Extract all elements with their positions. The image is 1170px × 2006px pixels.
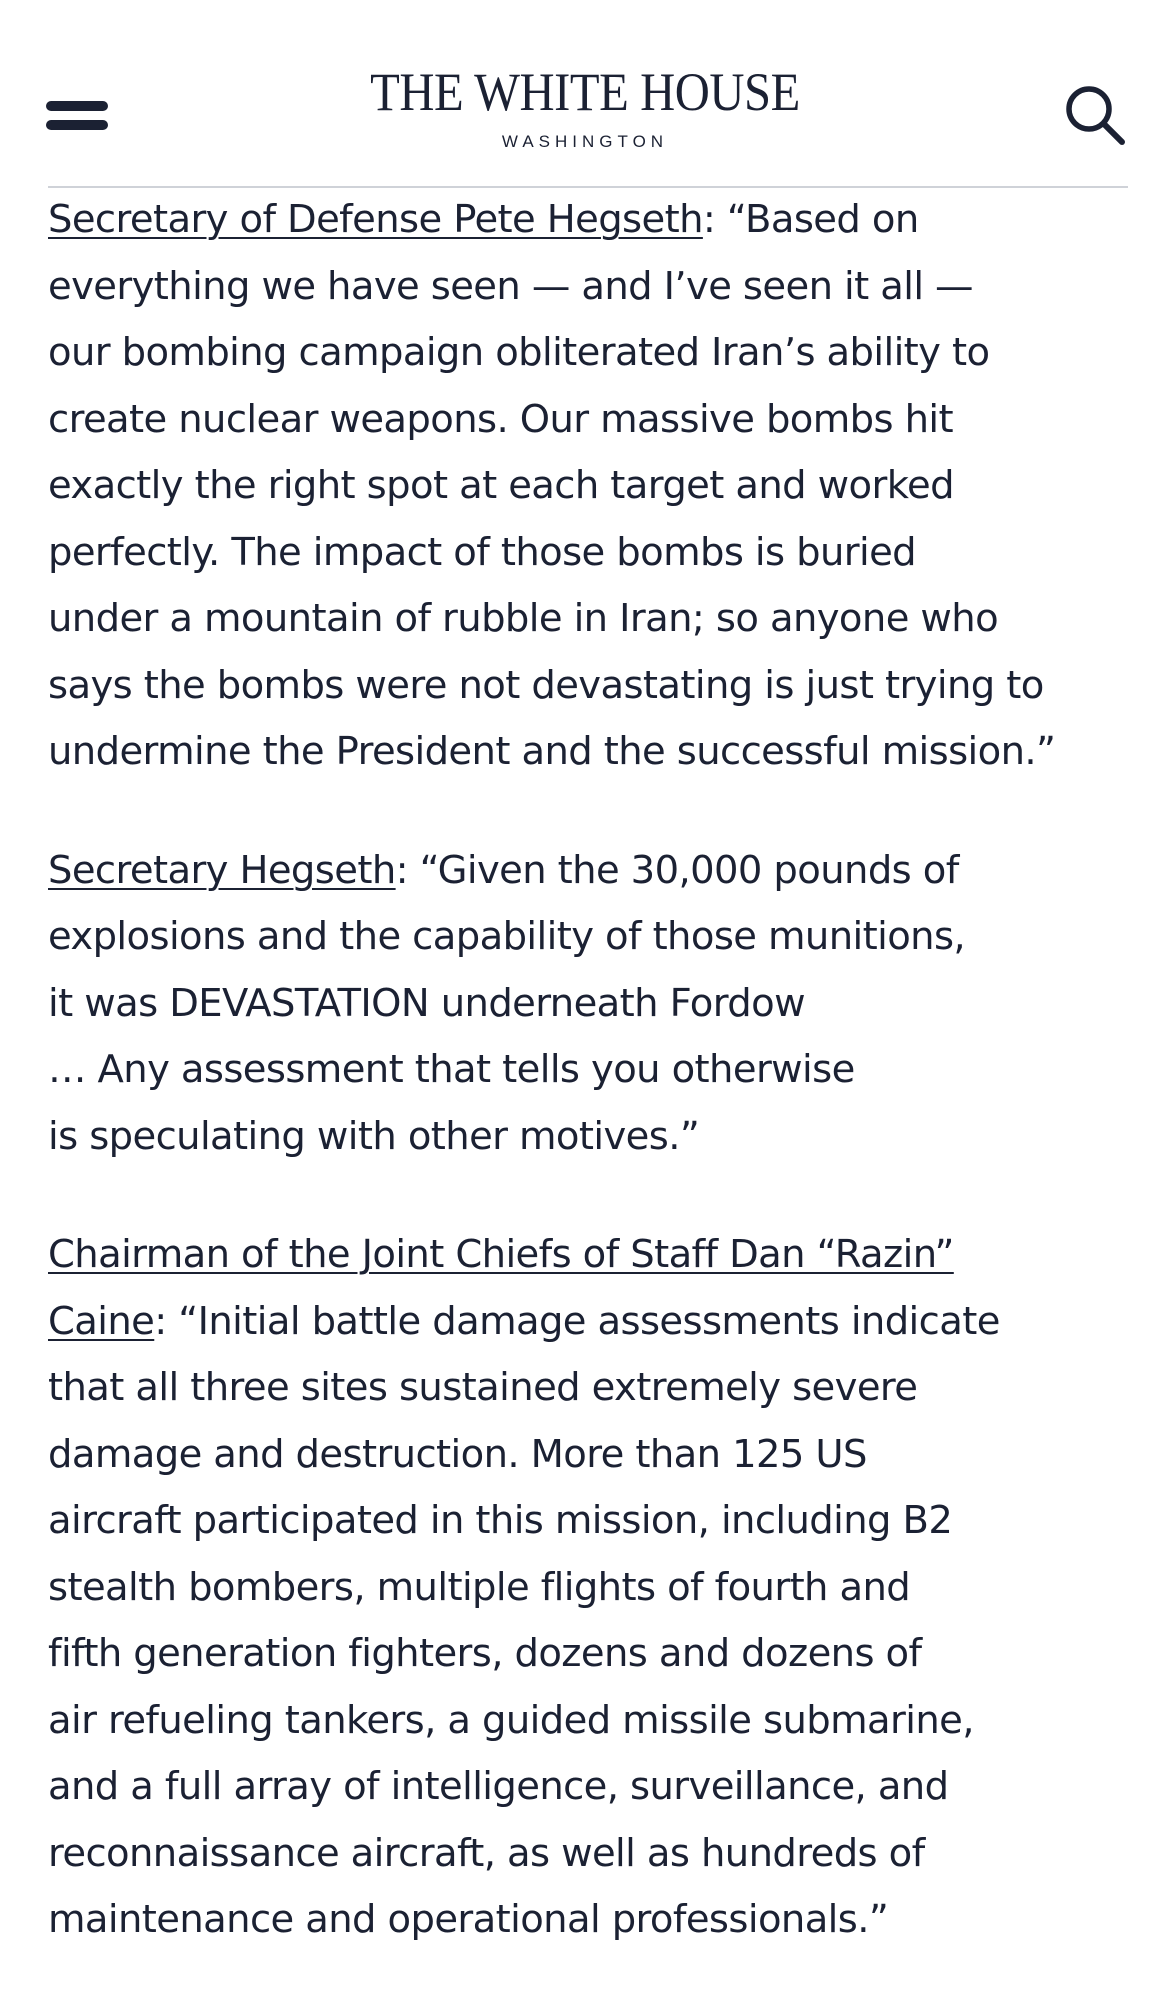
text-line: and a full array of intelligence, surveillance, and	[48, 1764, 949, 1809]
text-line: that all three sites sustained extremely severe	[48, 1365, 918, 1410]
text-line: … Any assessment that tells you otherwise	[48, 1047, 855, 1092]
text-segment: : “Initial battle damage assessments indicate	[154, 1298, 1000, 1344]
text-segment: : “Given the 30,000 pounds of	[395, 847, 959, 893]
link-secretary-hegseth[interactable]: Secretary Hegseth	[48, 847, 396, 893]
text-line: exactly the right spot at each target and worked	[48, 463, 954, 508]
link-chairman-joint-chiefs-caine-cont[interactable]: Caine	[48, 1298, 155, 1344]
text-line: create nuclear weapons. Our massive bombs hit	[48, 396, 953, 442]
text-line	[48, 838, 1138, 905]
site-title: THE WHITE HOUSE	[370, 62, 800, 122]
text-line: stealth bombers, multiple flights of fourth and	[48, 1564, 911, 1610]
text-line: it was DEVASTATION underneath Fordow	[48, 980, 805, 1026]
text-line: perfectly. The impact of those bombs is buried	[48, 529, 916, 575]
text-line: explosions and the capability of those munitions,	[48, 914, 966, 959]
text-line: under a mountain of rubble in Iran; so anyone who	[48, 596, 999, 641]
link-secretary-of-defense-pete-hegseth[interactable]: Secretary of Defense Pete Hegseth	[48, 197, 703, 242]
text-line: is speculating with other motives.”	[48, 1113, 700, 1159]
text-line: maintenance and operational professionals.”	[48, 1897, 889, 1942]
text-segment: : “Based on	[702, 197, 919, 242]
link-chairman-joint-chiefs-caine[interactable]: Chairman of the Joint Chiefs of Staff Dan “Razin”	[48, 1232, 954, 1277]
text-line: air refueling tankers, a guided missile submarine,	[48, 1697, 974, 1743]
text-line	[48, 1289, 1138, 1356]
quote-paragraph-caine	[48, 1222, 1138, 1954]
text-line	[48, 1222, 1138, 1289]
site-subtitle: WASHINGTON	[501, 132, 669, 151]
text-line: reconnaissance aircraft, as well as hundreds of	[48, 1830, 925, 1876]
search-icon[interactable]	[1064, 84, 1128, 148]
site-logo[interactable]	[0, 62, 1170, 152]
article-body	[48, 187, 1138, 2006]
text-line	[48, 187, 1138, 254]
quote-paragraph-hegseth-2	[48, 838, 1138, 1171]
text-line: our bombing campaign obliterated Iran’s ability to	[48, 330, 990, 375]
text-line: aircraft participated in this mission, including B2	[48, 1498, 953, 1543]
text-line: says the bombs were not devastating is just trying to	[48, 662, 1044, 708]
quote-paragraph-hegseth-1	[48, 187, 1138, 786]
text-line: fifth generation fighters, dozens and dozens of	[48, 1631, 922, 1676]
text-line: damage and destruction. More than 125 US	[48, 1431, 867, 1477]
site-header	[0, 0, 1170, 190]
search-icon-graphic	[1064, 84, 1128, 148]
text-line: everything we have seen — and I’ve seen it all —	[48, 263, 973, 309]
text-line: undermine the President and the successful mission.”	[48, 729, 1056, 774]
